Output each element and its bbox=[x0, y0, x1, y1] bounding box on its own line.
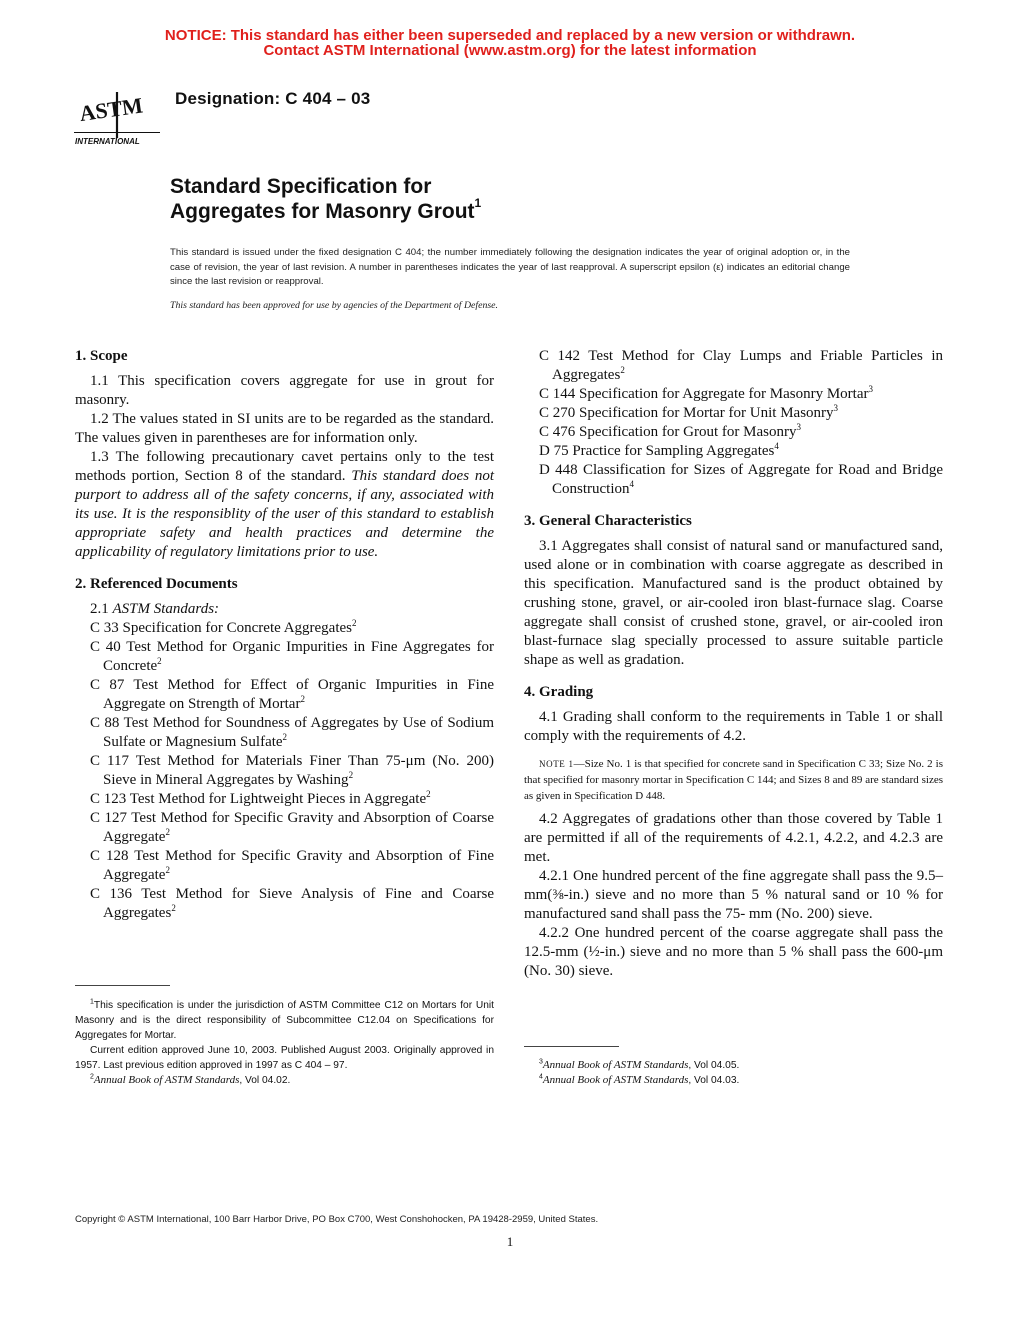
dod-note: This standard has been approved for use by agencies of the Department of Defense. bbox=[170, 300, 498, 311]
scope-p1: 1.1 This specification covers aggregate for use in grout for masonry. bbox=[75, 373, 494, 408]
logo-subtext: INTERNATIONAL bbox=[75, 137, 140, 146]
reference-item: D 448 Classification for Sizes of Aggregate for Road and Bridge Construction$^4$ bbox=[539, 462, 943, 497]
notice-line-2: Contact ASTM International (www.astm.org) for the latest information bbox=[263, 42, 757, 59]
footnote-1: $^1$This specification is under the jurisdiction of ASTM Committee C12 on Mortars for Unit Masonry and is the direct responsibility of Subcommittee C12.04 on Specifications for Aggregates for Mortar. bbox=[75, 998, 494, 1041]
footnote-rule-left bbox=[75, 985, 170, 986]
safety-caveat: This standard does not purport to address all of the safety concerns, if any, associated with its use. It is the responsiblity of the user of this standard to establish appropriate safety and health practices and determine the applicability of regulatory limitations prior to use. bbox=[75, 468, 494, 560]
right-column bbox=[524, 347, 943, 981]
grading-p1: 4.1 Grading shall conform to the requirements in Table 1 or shall comply with the requirements of 4.2. bbox=[524, 709, 943, 744]
note-label: NOTE 1 bbox=[539, 759, 574, 769]
copyright: Copyright © ASTM International, 100 Barr Harbor Drive, PO Box C700, West Conshohocken, PA 19428-2959, United States. bbox=[75, 1214, 599, 1225]
reference-item: C 87 Test Method for Effect of Organic Impurities in Fine Aggregate on Strength of Mortar$^2$ bbox=[90, 677, 494, 712]
reference-item: C 142 Test Method for Clay Lumps and Friable Particles in Aggregates$^2$ bbox=[539, 348, 943, 383]
issuance-note: This standard is issued under the fixed designation C 404; the number immediately following the designation indicates the year of original adoption or, in the case of revision, the year of last revision. A number in parentheses indicates the year of last reapproval. A superscript epsilon (ε) indicates an editorial change since the last revision or reapproval. bbox=[170, 247, 850, 287]
reference-item: D 75 Practice for Sampling Aggregates$^4$ bbox=[539, 441, 779, 459]
footnotes-right bbox=[524, 1058, 943, 1088]
footnote-rule-right bbox=[524, 1046, 619, 1047]
reference-list-left bbox=[75, 619, 494, 923]
reference-item: C 33 Specification for Concrete Aggregates$^2$ bbox=[90, 618, 357, 636]
footnote-1b: Current edition approved June 10, 2003. Published August 2003. Originally approved in 1957. Last previous edition approved in 1997 as C 404 – 97. bbox=[75, 1045, 494, 1071]
grading-note: NOTE 1—Size No. 1 is that specified for concrete sand in Specification C 33; Size No. 2 is that specified for masonry mortar in Specification C 144; and Sizes 8 and 89 are standard sizes as given in Specification D 448. bbox=[524, 758, 943, 802]
grading-p4: 4.2.2 One hundred percent of the coarse aggregate shall pass the 12.5-mm (½-in.) sieve and no more than 5 % shall pass the 600-μm (No. 30) sieve. bbox=[524, 925, 943, 979]
reference-item: C 476 Specification for Grout for Masonry$^3$ bbox=[539, 422, 801, 440]
scope-heading: 1. Scope bbox=[75, 348, 128, 364]
reference-item: C 270 Specification for Mortar for Unit Masonry$^3$ bbox=[539, 403, 839, 421]
reference-item: C 127 Test Method for Specific Gravity and Absorption of Coarse Aggregate$^2$ bbox=[90, 810, 494, 845]
notice-line-1: NOTICE: This standard has either been superseded and replaced by a new version or withdrawn. bbox=[164, 27, 856, 44]
title-line-1: Standard Specification for bbox=[170, 175, 432, 198]
grading-p2: 4.2 Aggregates of gradations other than those covered by Table 1 are permitted if all of the requirements of 4.2.1, 4.2.2, and 4.2.3 are met. bbox=[524, 811, 943, 865]
title-text: Aggregates for Masonry Grout bbox=[170, 200, 475, 223]
grading-p3: 4.2.1 One hundred percent of the fine aggregate shall pass the 9.5–mm(⅜-in.) sieve and no more than 5 % natural sand or 10 % for manufactured sand shall pass the 75- mm (No. 200) sieve. bbox=[524, 868, 943, 922]
general-heading: 3. General Characteristics bbox=[524, 513, 692, 529]
scope-p3: 1.3 The following precautionary cavet pertains only to the test methods portion, Section 8 of the standard. This standard does not purport to address all of the safety concerns, if any, associated with its use. It is the responsiblity of the user of this standard to establish appropriate safety and health practices and determine the applicability of regulatory limitations prior to use. bbox=[75, 449, 494, 560]
designation: Designation: C 404 – 03 bbox=[175, 89, 371, 108]
general-p1: 3.1 Aggregates shall consist of natural sand or manufactured sand, used alone or in combination with coarse aggregate as described in this specification. Manufactured sand is the product obtained by crushing stone, gravel, or air-cooled iron blast-furnace slag. Coarse aggregate shall consist of crushed stone, gravel, or air-cooled iron blast-furnace slag specially processed to assure suitable particle shape as well as gradation. bbox=[524, 538, 943, 668]
left-column bbox=[75, 347, 494, 923]
reference-item: C 88 Test Method for Soundness of Aggregates by Use of Sodium Sulfate or Magnesium Sulfate$^2$ bbox=[90, 715, 494, 750]
reference-item: C 128 Test Method for Specific Gravity and Absorption of Fine Aggregate$^2$ bbox=[90, 848, 494, 883]
page-number: 1 bbox=[506, 1234, 514, 1249]
reference-item: C 123 Test Method for Lightweight Pieces in Aggregate$^2$ bbox=[90, 789, 431, 807]
footnote-4: $^4$Annual Book of ASTM Standards, Vol 04.03. bbox=[539, 1073, 740, 1086]
reference-item: C 40 Test Method for Organic Impurities in Fine Aggregates for Concrete$^2$ bbox=[90, 639, 494, 674]
astm-standards-label: 2.1 ASTM Standards: bbox=[90, 601, 220, 617]
astm-logo bbox=[72, 74, 162, 150]
reference-list-right bbox=[524, 347, 943, 499]
title-footnote-mark: 1 bbox=[474, 196, 482, 210]
reference-item: C 117 Test Method for Materials Finer Than 75-μm (No. 200) Sieve in Mineral Aggregates by Washing$^2$ bbox=[90, 753, 494, 788]
scope-p2: 1.2 The values stated in SI units are to be regarded as the standard. The values given in parentheses are for information only. bbox=[75, 411, 494, 446]
reference-item: C 136 Test Method for Sieve Analysis of Fine and Coarse Aggregates$^2$ bbox=[90, 886, 494, 921]
reference-item: C 144 Specification for Aggregate for Masonry Mortar$^3$ bbox=[539, 384, 873, 402]
footnote-3: $^3$Annual Book of ASTM Standards, Vol 04.05. bbox=[539, 1058, 740, 1071]
title-line-2 bbox=[170, 196, 482, 225]
referenced-heading: 2. Referenced Documents bbox=[75, 576, 238, 592]
footnotes-left bbox=[75, 998, 494, 1088]
footnote-2: $^2$Annual Book of ASTM Standards, Vol 04.02. bbox=[90, 1073, 291, 1086]
grading-heading: 4. Grading bbox=[524, 684, 594, 700]
logo-text: ASTM bbox=[77, 92, 145, 127]
